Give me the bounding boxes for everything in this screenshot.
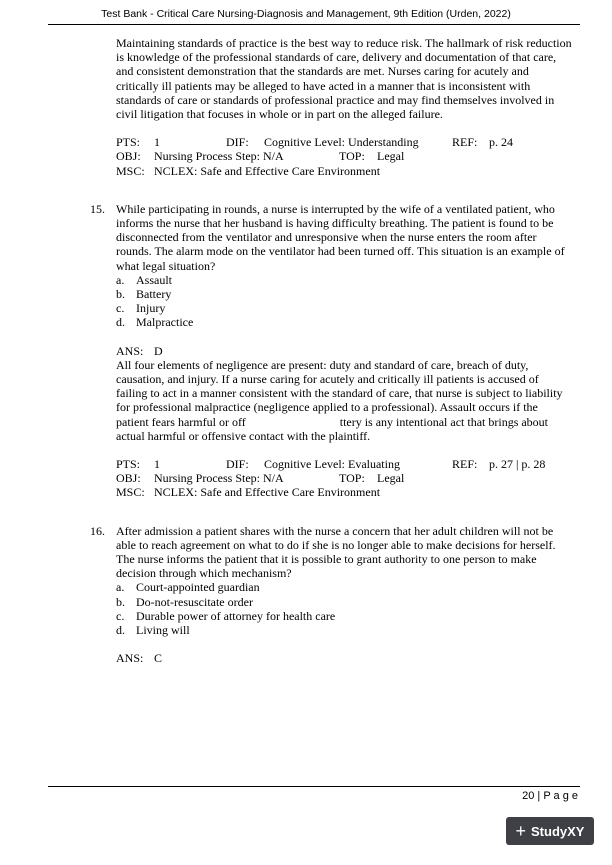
ref-value: p. 24 — [489, 135, 513, 150]
option-text: Durable power of attorney for health care — [136, 608, 336, 623]
option-d — [116, 623, 572, 637]
answer-row — [116, 344, 572, 358]
msc-label: MSC: — [116, 485, 145, 500]
option-b — [116, 595, 572, 609]
answer-value: D — [154, 343, 163, 358]
question-stem: After admission a patient shares with the nurse a concern that her adult children will not be able to reach agreement on what to do if she is no longer able to make decisions for herself. The nurse informs the patient that it is possible to grant authority to one person to make decision through which mechanism? — [116, 523, 556, 581]
msc-value: NCLEX: Safe and Effective Care Environment — [154, 485, 381, 500]
q15-meta — [116, 457, 572, 500]
dif-label: DIF: — [226, 135, 249, 150]
option-letter: d. — [116, 623, 125, 638]
option-text: Court-appointed guardian — [136, 580, 260, 595]
option-text: Malpractice — [136, 315, 194, 330]
option-c — [116, 301, 572, 315]
option-letter: c. — [116, 608, 125, 623]
question-stem: While participating in rounds, a nurse is interrupted by the wife of a ventilated patient, who informs the nurse that her husband is having difficulty breathing. The patient is found to be disconnected from the ventilator and unresponsive when the nurse enters the room after rounds. The alarm mode on the ventilator had been turned off. This situation is an example of what legal situation? — [116, 201, 565, 273]
pts-label: PTS: — [116, 457, 141, 472]
option-d — [116, 315, 572, 329]
answer-label: ANS: — [116, 343, 144, 358]
header-title: Test Bank - Critical Care Nursing-Diagnosis and Management, 9th Edition (Urden, 2022) — [101, 8, 511, 20]
ref-label: REF: — [452, 457, 478, 472]
brand-label: StudyXY — [531, 823, 585, 839]
pts-value: 1 — [154, 135, 160, 150]
page-content — [90, 36, 572, 666]
option-text: Assault — [136, 272, 172, 287]
q14-meta — [116, 135, 572, 178]
obj-value: Nursing Process Step: N/A — [154, 149, 284, 164]
ref-value: p. 27 | p. 28 — [489, 457, 546, 472]
q15-rationale — [116, 358, 572, 443]
option-letter: b. — [116, 594, 125, 609]
answer-label: ANS: — [116, 651, 144, 666]
obj-label: OBJ: — [116, 471, 141, 486]
page-number: 20 | P a g e — [522, 790, 578, 802]
option-letter: c. — [116, 301, 125, 316]
option-a — [116, 580, 572, 594]
option-text: Battery — [136, 287, 172, 301]
option-letter: a. — [116, 272, 125, 287]
option-letter: d. — [116, 315, 125, 330]
question-number: 15. — [90, 201, 105, 216]
msc-label: MSC: — [116, 163, 145, 178]
rationale-part-1: All four elements of negligence are present: duty and standard of care, breach of duty, causation, and injury. If a nurse caring for acutely and critically ill patients is accused of failing to act in a manner consistent with the standard of care, that nurse is subject to liability for professional malpractice (negligence applied to a professional). Assault occurs if the patient fears harmful or off — [116, 357, 563, 429]
pts-label: PTS: — [116, 135, 141, 150]
question-15 — [90, 201, 572, 500]
dif-label: DIF: — [226, 457, 249, 472]
option-text: Do-not-resuscitate order — [136, 594, 253, 609]
plus-icon: + — [515, 821, 527, 841]
obj-value: Nursing Process Step: N/A — [154, 471, 284, 486]
option-list — [116, 580, 572, 637]
q14-rationale: Maintaining standards of practice is the best way to reduce risk. The hallmark of risk reduction is knowledge of the professional standards of care, delivery and documentation of that care, and consistent demonstration that the standards are met. Nurses caring for acutely and critically ill patients may be alleged to have acted in a manner that is inconsistent with standards of care or standards of professional practice and may find themselves involved in civil litigation that focuses in whole or in part on the alleged failure. — [116, 36, 572, 122]
obj-label: OBJ: — [116, 149, 141, 164]
question-number: 16. — [90, 523, 105, 538]
answer-row — [116, 651, 572, 665]
top-value: Legal — [377, 471, 405, 486]
option-text: Injury — [136, 301, 166, 316]
footer-divider — [48, 786, 580, 787]
pts-value: 1 — [154, 457, 160, 472]
top-label: TOP: — [339, 149, 365, 164]
option-text: Living will — [136, 623, 190, 638]
answer-value: C — [154, 651, 163, 666]
option-letter: b. — [116, 287, 125, 301]
top-value: Legal — [377, 149, 405, 164]
question-16 — [90, 523, 572, 666]
ref-label: REF: — [452, 135, 478, 150]
studyxy-badge[interactable] — [506, 817, 594, 845]
option-a — [116, 273, 572, 287]
top-label: TOP: — [339, 471, 365, 486]
rationale-part-2: ttery is any intentional act that brings about actual harmful or offensive contact with the plaintiff. — [116, 414, 549, 443]
option-list — [116, 273, 572, 330]
header-divider — [48, 24, 580, 25]
dif-value: Cognitive Level: Evaluating — [264, 457, 400, 472]
dif-value: Cognitive Level: Understanding — [264, 135, 419, 150]
msc-value: NCLEX: Safe and Effective Care Environment — [154, 163, 381, 178]
option-c — [116, 609, 572, 623]
option-b — [116, 287, 572, 301]
option-letter: a. — [116, 580, 125, 595]
